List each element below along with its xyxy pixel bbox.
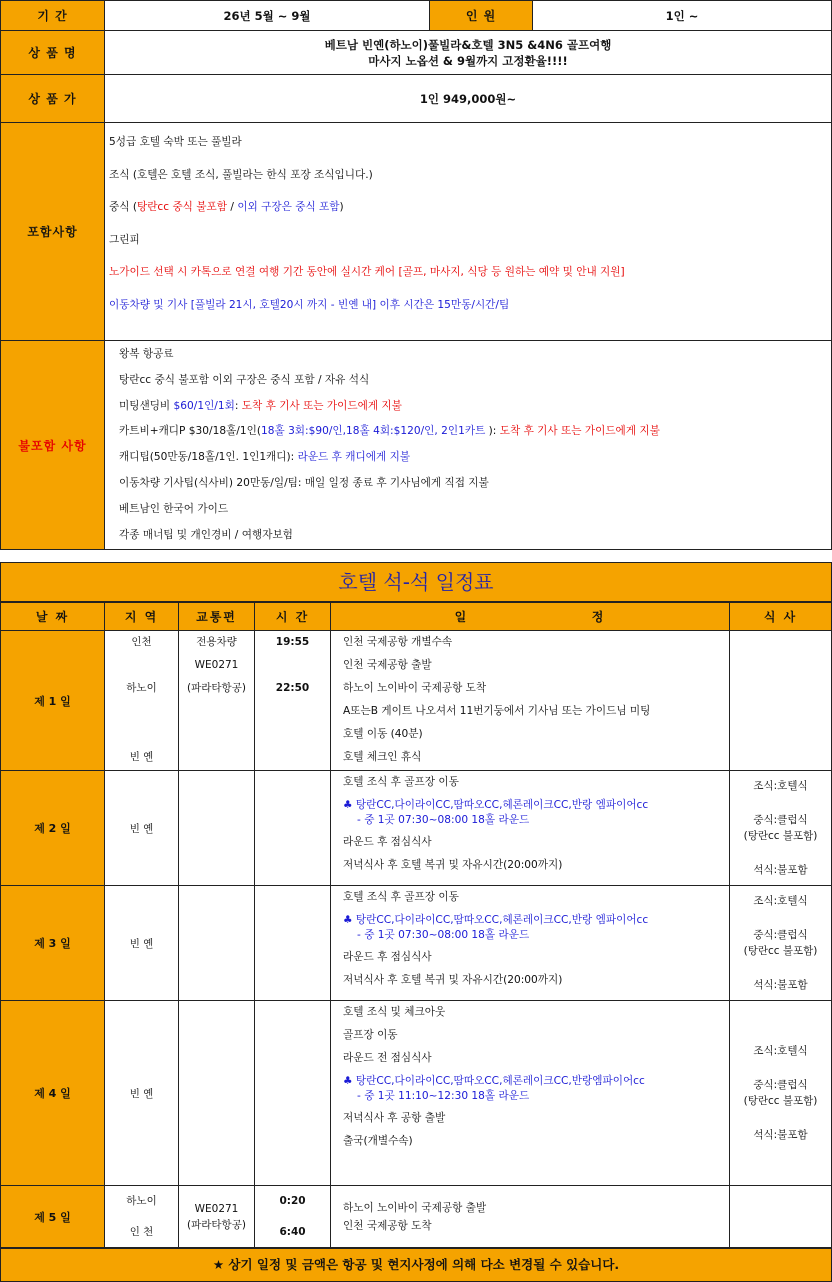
region-cell: 빈 옌: [105, 1001, 179, 1186]
product-name-label: 상 품 명: [1, 31, 105, 75]
day-label: 제 1 일: [1, 631, 105, 771]
included-item: 5성급 호텔 숙박 또는 풀빌라: [109, 136, 242, 148]
header-region: 지 역: [105, 603, 179, 631]
day-label: 제 4 일: [1, 1001, 105, 1186]
meal-cell: 조식:호텔식 중식:클럽식 (탕란cc 불포함) 석식:불포함: [730, 771, 832, 886]
period-value: 26년 5월 ~ 9월: [105, 1, 430, 31]
included-list: [105, 123, 832, 341]
itinerary-cell: 호텔 조식 후 골프장 이동 ♣ 탕란CC,다이라이CC,땀따오CC,헤론레이크CC,반랑 엠파이어cc - 중 1곳 07:30~08:00 18홀 라운드 라운드 후 점심식사 저녁식사 후 호텔 복귀 및 자유시간(20:00까지): [331, 771, 730, 886]
product-name-value: [105, 31, 832, 75]
product-name-line1: 베트남 빈옌(하노이)풀빌라&호텔 3N5 &4N6 골프여행: [324, 37, 612, 52]
people-value: 1인 ~: [533, 1, 832, 31]
header-itinerary: 일 정: [331, 603, 730, 631]
itinerary-cell: 호텔 조식 후 골프장 이동 ♣ 탕란CC,다이라이CC,땀따오CC,헤론레이크CC,반랑 엠파이어cc - 중 1곳 07:30~08:00 18홀 라운드 라운드 후 점심식사 저녁식사 후 호텔 복귀 및 자유시간(20:00까지): [331, 886, 730, 1001]
time-cell: 0:20 6:40: [255, 1186, 331, 1248]
transport-cell: 전용차량 WE0271 (파라타항공): [179, 631, 255, 771]
excluded-item: 이동차량 기사팁(식사비) 20만동/일/팀: 매일 일정 종료 후 기사님에게 직접 지불: [119, 476, 489, 489]
schedule-title: 호텔 석-석 일정표: [0, 562, 832, 602]
region-cell: 빈 옌: [105, 771, 179, 886]
schedule-row-day5: [1, 1186, 832, 1248]
included-item: 노가이드 선택 시 카톡으로 연결 여행 기간 동안에 실시간 케어 [골프, 마사지, 식당 등 원하는 예약 및 안내 지원]: [109, 266, 625, 278]
day-label: 제 5 일: [1, 1186, 105, 1248]
excluded-list: [105, 341, 832, 550]
transport-cell: WE0271 (파라타항공): [179, 1186, 255, 1248]
header-time: 시 간: [255, 603, 331, 631]
itinerary-cell: 하노이 노이바이 국제공항 출발 인천 국제공항 도착: [331, 1186, 730, 1248]
included-item: 조식 (호텔은 호텔 조식, 풀빌라는 한식 포장 조식입니다.): [109, 168, 373, 181]
included-item: 중식 (탕란cc 중식 불포함 / 이외 구장은 중식 포함): [109, 201, 344, 213]
schedule-row-day4: [1, 1001, 832, 1186]
excluded-item: 왕복 항공료: [119, 348, 174, 360]
golf-course-list: ♣ 탕란CC,다이라이CC,땀따오CC,헤론레이크CC,반랑엠파이어cc: [343, 1075, 645, 1087]
meal-cell: [730, 1186, 832, 1248]
excluded-item: 캐디팁(50만동/18홀/1인. 1인1캐디): 라운드 후 캐디에게 지불: [119, 451, 411, 464]
day-label: 제 2 일: [1, 771, 105, 886]
region-cell: 빈 옌: [105, 886, 179, 1001]
golf-course-list: ♣ 탕란CC,다이라이CC,땀따오CC,헤론레이크CC,반랑 엠파이어cc: [343, 799, 649, 811]
meal-cell: [730, 631, 832, 771]
day-label: 제 3 일: [1, 886, 105, 1001]
excluded-label: 불포함 사항: [1, 341, 105, 550]
product-name-line2: 마사지 노옵션 & 9월까지 고정환율!!!!: [368, 53, 568, 68]
price-value: 1인 949,000원~: [105, 75, 832, 123]
golf-course-list: ♣ 탕란CC,다이라이CC,땀따오CC,헤론레이크CC,반랑 엠파이어cc: [343, 914, 649, 926]
excluded-item: 베트남인 한국어 가이드: [119, 502, 229, 515]
disclaimer-footer: ★ 상기 일정 및 금액은 항공 및 현지사정에 의해 다소 변경될 수 있습니다.: [0, 1248, 832, 1282]
itinerary-cell: 호텔 조식 및 체크아웃 골프장 이동 라운드 전 점심식사 ♣ 탕란CC,다이라이CC,땀따오CC,헤론레이크CC,반랑엠파이어cc - 중 1곳 11:10~12:30 18홀 라운드 저녁식사 후 공항 출발 출국(개별수속): [331, 1001, 730, 1186]
meal-cell: 조식:호텔식 중식:클럽식 (탕란cc 불포함) 석식:불포함: [730, 1001, 832, 1186]
schedule-row-day1: [1, 631, 832, 771]
time-cell: [255, 771, 331, 886]
time-cell: [255, 1001, 331, 1186]
region-cell: 하노이 인 천: [105, 1186, 179, 1248]
excluded-item: 미팅샌딩비 $60/1인/1회: 도착 후 기사 또는 가이드에게 지불: [119, 399, 402, 412]
schedule-section: [0, 562, 832, 1280]
itinerary-cell: 인천 국제공항 개별수속 인천 국제공항 출발 하노이 노이바이 국제공항 도착 A또는B 게이트 나오셔서 11번기둥에서 기사님 또는 가이드님 미팅 호텔 이동 (40분) 호텔 체크인 휴식: [331, 631, 730, 771]
header-transport: 교통편: [179, 603, 255, 631]
header-meal: 식 사: [730, 603, 832, 631]
excluded-item: 각종 매너팁 및 개인경비 / 여행자보험: [119, 528, 293, 541]
product-info-table: [0, 0, 832, 550]
header-date: 날 짜: [1, 603, 105, 631]
region-cell: 인천 하노이 빈 옌: [105, 631, 179, 771]
time-cell: 19:55 22:50: [255, 631, 331, 771]
schedule-row-day2: [1, 771, 832, 886]
excluded-item: 카트비+캐디P $30/18홀/1인(18홀 3회:$90/인,18홀 4회:$120/인, 2인1카트 ): 도착 후 기사 또는 가이드에게 지불: [119, 425, 660, 438]
period-label: 기 간: [1, 1, 105, 31]
transport-cell: [179, 771, 255, 886]
schedule-table: [0, 602, 832, 1248]
included-item: 그린피: [109, 233, 140, 246]
time-cell: [255, 886, 331, 1001]
excluded-item: 탕란cc 중식 불포함 이외 구장은 중식 포함 / 자유 석식: [119, 373, 370, 386]
included-item: 이동차량 및 기사 [풀빌라 21시, 호텔20시 까지 - 빈옌 내] 이후 시간은 15만동/시간/팀: [109, 298, 510, 311]
included-label: 포함사항: [1, 123, 105, 341]
transport-cell: [179, 1001, 255, 1186]
transport-cell: [179, 886, 255, 1001]
people-label: 인 원: [430, 1, 533, 31]
meal-cell: 조식:호텔식 중식:클럽식 (탕란cc 불포함) 석식:불포함: [730, 886, 832, 1001]
schedule-row-day3: [1, 886, 832, 1001]
price-label: 상 품 가: [1, 75, 105, 123]
